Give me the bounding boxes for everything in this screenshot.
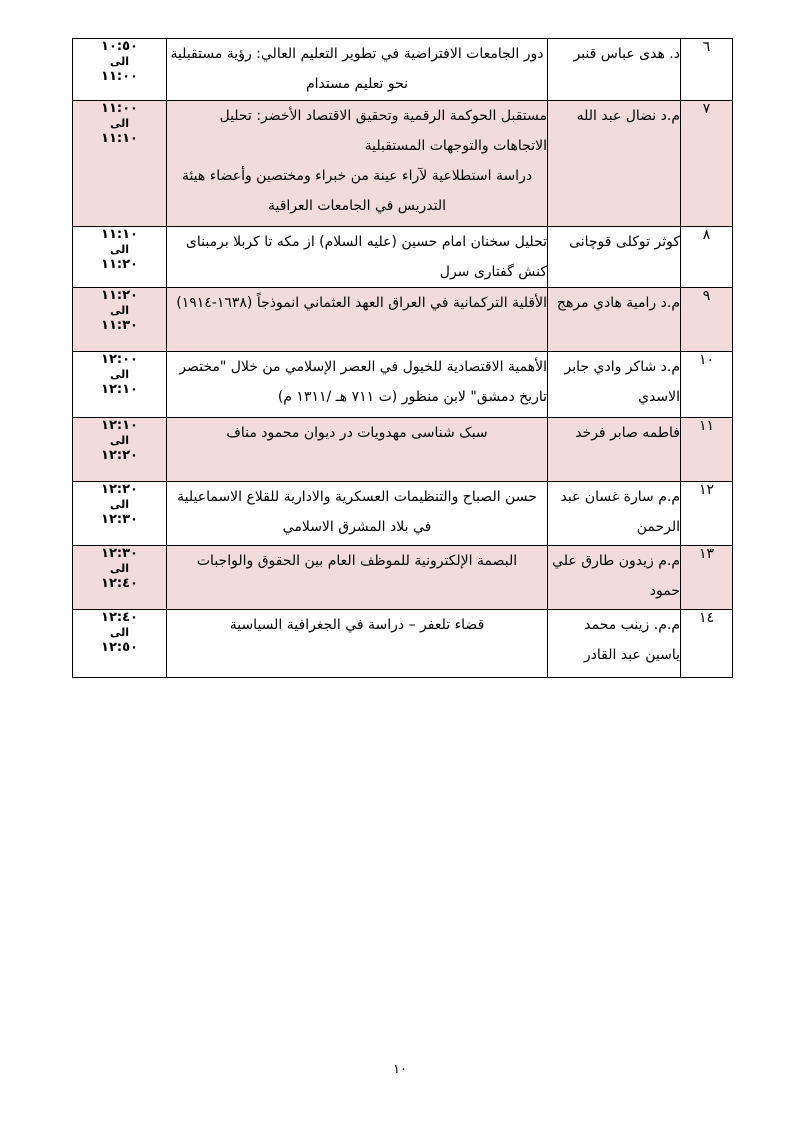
time-slot <box>73 418 167 482</box>
presenter-name: د. هدى عباس قنبر <box>548 39 681 101</box>
presenter-name: كوثر توكلی قوچانی <box>548 227 681 288</box>
presenter-name: فاطمه صابر فرخد <box>548 418 681 482</box>
presenter-name: م.د نضال عبد الله <box>548 101 681 227</box>
time-slot <box>73 101 167 227</box>
row-number: ٧ <box>681 101 733 227</box>
paper-title: تحلیل سخنان امام حسین (علیه السلام) از مکه تا کربلا برمبنای کنش گفتاری سرل <box>167 227 548 288</box>
presenter-name: م.م زيدون طارق علي حمود <box>548 546 681 610</box>
time-separator: الى <box>109 626 130 639</box>
time-to: ١١:٣٠ <box>101 318 138 333</box>
table-row <box>73 101 733 227</box>
paper-title: دور الجامعات الافتراضية في تطوير التعليم العالي: رؤية مستقبلية نحو تعليم مستدام <box>167 39 548 101</box>
presenter-name: م.د رامية هادي مرهج <box>548 288 681 352</box>
row-number: ٦ <box>681 39 733 101</box>
time-from: ١٠:٥٠ <box>101 39 138 54</box>
time-from: ١٢:٠٠ <box>101 352 138 367</box>
time-to: ١٢:٣٠ <box>101 512 138 527</box>
paper-title: البصمة الإلكترونية للموظف العام بين الحقوق والواجبات <box>167 546 548 610</box>
table-row <box>73 610 733 678</box>
paper-title <box>167 101 548 227</box>
time-slot <box>73 288 167 352</box>
time-slot <box>73 39 167 101</box>
time-separator: الى <box>109 562 130 575</box>
row-number: ٨ <box>681 227 733 288</box>
paper-title: سبک شناسی مهدویات در دیوان محمود مناف <box>167 418 548 482</box>
paper-title: حسن الصباح والتنظيمات العسكرية والادارية للقلاع الاسماعيلية في بلاد المشرق الاسلامي <box>167 482 548 546</box>
time-from: ١٢:٤٠ <box>101 610 138 625</box>
time-to: ١٢:٢٠ <box>101 448 138 463</box>
time-slot <box>73 610 167 678</box>
row-number: ٩ <box>681 288 733 352</box>
time-separator: الى <box>109 55 130 68</box>
table-row <box>73 352 733 418</box>
paper-title-line: مستقبل الحوكمة الرقمية وتحقيق الاقتصاد الأخضر: تحليل الاتجاهات والتوجهات المستقبلية <box>219 108 547 154</box>
row-number: ١٢ <box>681 482 733 546</box>
row-number: ١٠ <box>681 352 733 418</box>
time-separator: الى <box>109 117 130 130</box>
time-slot <box>73 227 167 288</box>
time-to: ١١:٢٠ <box>101 257 138 272</box>
presenter-name: م.م سارة غسان عبد الرحمن <box>548 482 681 546</box>
time-to: ١٢:٤٠ <box>101 576 138 591</box>
table-row <box>73 546 733 610</box>
paper-subtitle-line: دراسة استطلاعية لآراء عينة من خبراء ومختصين وأعضاء هيئة التدريس في الجامعات العراقية <box>181 168 533 214</box>
time-from: ١٢:١٠ <box>101 418 138 433</box>
time-to: ١١:١٠ <box>101 131 138 146</box>
table-row <box>73 482 733 546</box>
time-separator: الى <box>109 498 130 511</box>
row-number: ١٤ <box>681 610 733 678</box>
paper-title: قضاء تلعفر – دراسة في الجغرافية السياسية <box>167 610 548 678</box>
page-number: ١٠ <box>393 1062 407 1077</box>
time-to: ١٢:١٠ <box>101 382 138 397</box>
time-separator: الى <box>109 304 130 317</box>
table-row <box>73 227 733 288</box>
time-to: ١١:٠٠ <box>101 69 138 84</box>
time-from: ١١:١٠ <box>101 227 138 242</box>
time-slot <box>73 482 167 546</box>
time-slot <box>73 546 167 610</box>
paper-title: الأهمية الاقتصادية للخيول في العصر الإسلامي من خلال "مختصر تاريخ دمشق" لابن منظور (ت ٧١١ هـ /١٣١١ م) <box>167 352 548 418</box>
time-from: ١٢:٢٠ <box>101 482 138 497</box>
time-separator: الى <box>109 368 130 381</box>
row-number: ١١ <box>681 418 733 482</box>
table-row <box>73 288 733 352</box>
time-slot <box>73 352 167 418</box>
paper-title: الأقلية التركمانية في العراق العهد العثماني انموذجاً (١٦٣٨-١٩١٤) <box>167 288 548 352</box>
row-number: ١٣ <box>681 546 733 610</box>
time-from: ١٢:٣٠ <box>101 546 138 561</box>
time-to: ١٢:٥٠ <box>101 640 138 655</box>
schedule-table <box>72 38 733 678</box>
time-separator: الى <box>109 434 130 447</box>
table-row <box>73 39 733 101</box>
time-from: ١١:٢٠ <box>101 288 138 303</box>
time-separator: الى <box>109 243 130 256</box>
time-from: ١١:٠٠ <box>101 101 138 116</box>
presenter-name: م.م. زينب محمد ياسين عبد القادر <box>548 610 681 678</box>
presenter-name: م.د شاكر وادي جابر الاسدي <box>548 352 681 418</box>
table-row <box>73 418 733 482</box>
